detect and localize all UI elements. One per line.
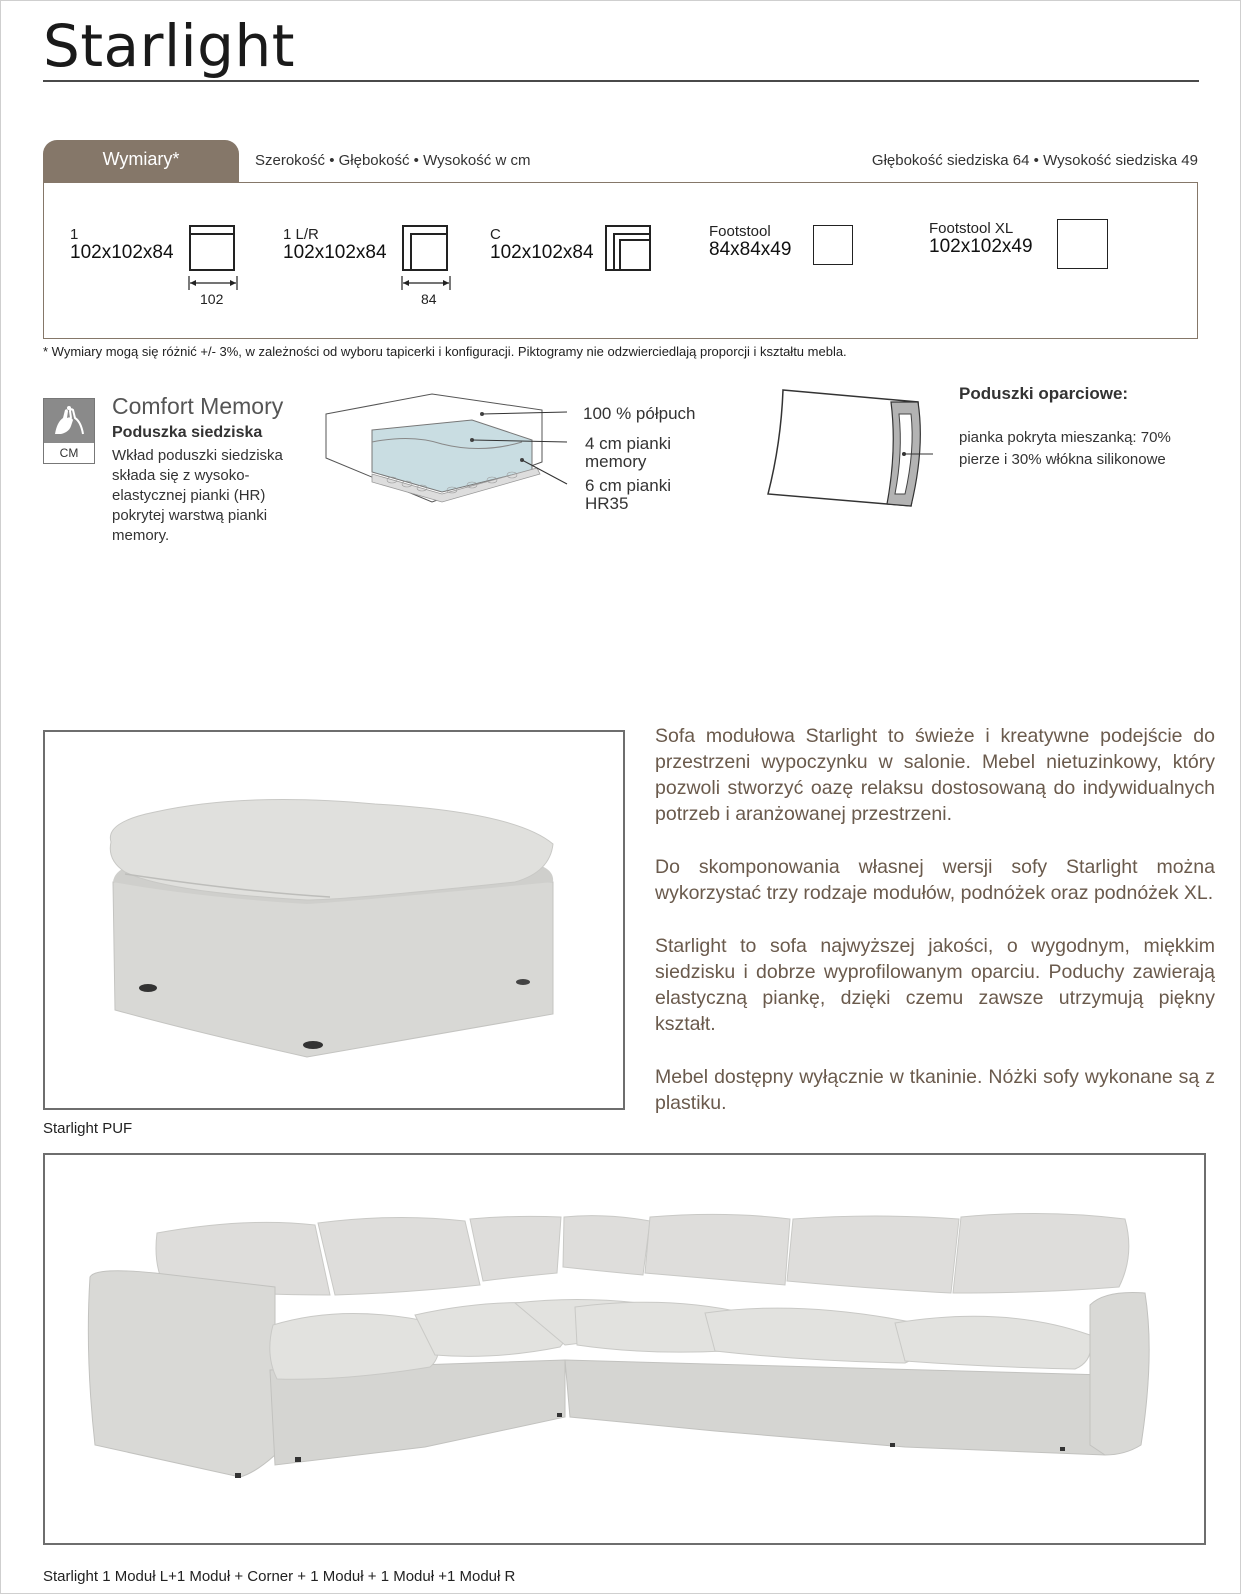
puf-photo	[45, 732, 623, 1108]
dimensions-units: Szerokość • Głębokość • Wysokość w cm	[255, 152, 531, 169]
module-1-lr-pictogram	[402, 225, 448, 271]
footstool-pictogram	[813, 225, 853, 265]
description-paragraph: Starlight to sofa najwyższej jakości, o wygodnym, miękkim siedzisku i dobrze wyprofilowanym oparciu. Poduchy zawierają elastyczną piankę, dzięki czemu zawsze utrzymują piękny kształt.	[655, 935, 1215, 1035]
cm-icon-label: CM	[59, 446, 79, 460]
module-c	[490, 227, 594, 263]
module-footstool-xl	[929, 221, 1033, 257]
module-1-lr-measure: 84	[421, 291, 437, 307]
puf-photo-frame	[43, 730, 625, 1110]
module-1-pictogram	[189, 225, 235, 271]
module-size: 102x102x84	[70, 242, 174, 263]
layer-hr35: 6 cm pianki HR35	[585, 476, 671, 513]
module-label: C	[490, 226, 501, 243]
description-paragraph: Do skomponowania własnej wersji sofy Starlight można wykorzystać trzy rodzaje modułów, podnóżek oraz podnóżek XL.	[655, 856, 1215, 904]
footstool-xl-pictogram	[1057, 219, 1108, 269]
seat-dimensions: Głębokość siedziska 64 • Wysokość siedziska 49	[871, 152, 1198, 169]
module-1-lr	[283, 227, 387, 263]
module-label: 1	[70, 226, 79, 243]
dimensions-footnote: * Wymiary mogą się różnić +/- 3%, w zależności od wyboru tapicerki i konfiguracji. Piktogramy nie odzwierciedlają proporcji i kształtu mebla.	[43, 344, 847, 359]
back-pillows-title: Poduszki oparciowe:	[959, 384, 1129, 403]
module-1-measure-arrow	[187, 276, 239, 290]
comfort-memory-title: Comfort Memory	[112, 393, 284, 419]
title-rule	[43, 80, 1199, 82]
module-1-measure: 102	[200, 291, 224, 307]
sofa-photo	[45, 1155, 1204, 1543]
module-size: 102x102x84	[490, 242, 594, 263]
module-size: 84x84x49	[709, 239, 792, 260]
sofa-photo-frame	[43, 1153, 1206, 1545]
module-label: 1 L/R	[283, 226, 319, 243]
layer-down: 100 % półpuch	[583, 404, 696, 423]
module-c-pictogram	[605, 225, 651, 271]
back-pillow-diagram	[763, 388, 933, 518]
puf-caption: Starlight PUF	[43, 1120, 133, 1137]
back-pillows-description: pianka pokryta mieszanką: 70% pierze i 30% włókna silikonowe	[959, 429, 1171, 468]
description-paragraph: Mebel dostępny wyłącznie w tkaninie. Nóżki sofy wykonane są z plastiku.	[655, 1066, 1215, 1114]
module-label: Footstool XL	[929, 220, 1014, 237]
dimensions-tab: Wymiary*	[43, 140, 239, 182]
seat-cushion-diagram	[322, 392, 582, 517]
module-size: 102x102x49	[929, 236, 1033, 257]
sofa-caption: Starlight 1 Moduł L+1 Moduł + Corner + 1 Moduł + 1 Moduł +1 Moduł R	[43, 1568, 516, 1585]
module-size: 102x102x84	[283, 242, 387, 263]
hands-icon	[51, 404, 87, 438]
seat-cushion-description: Wkład poduszki siedziska składa się z wysoko-elastycznej pianki (HR) pokrytej warstwą pianki memory.	[112, 447, 283, 544]
layer-memory: 4 cm pianki memory	[585, 434, 671, 471]
module-label: Footstool	[709, 223, 771, 240]
seat-cushion-subtitle: Poduszka siedziska	[112, 424, 263, 441]
module-footstool	[709, 224, 791, 260]
module-1-lr-measure-arrow	[400, 276, 452, 290]
product-description	[655, 723, 1215, 1143]
description-paragraph: Sofa modułowa Starlight to świeże i kreatywne podejście do przestrzeni wypoczynku w salonie. Mebel nietuzinkowy, który pozwoli stworzyć oazę relaksu dostosowaną do indywidualnych potrzeb i aranżowanej przestrzeni.	[655, 725, 1215, 825]
comfort-memory-icon	[43, 398, 95, 464]
page-title: Starlight	[43, 12, 295, 80]
module-1	[70, 227, 174, 263]
